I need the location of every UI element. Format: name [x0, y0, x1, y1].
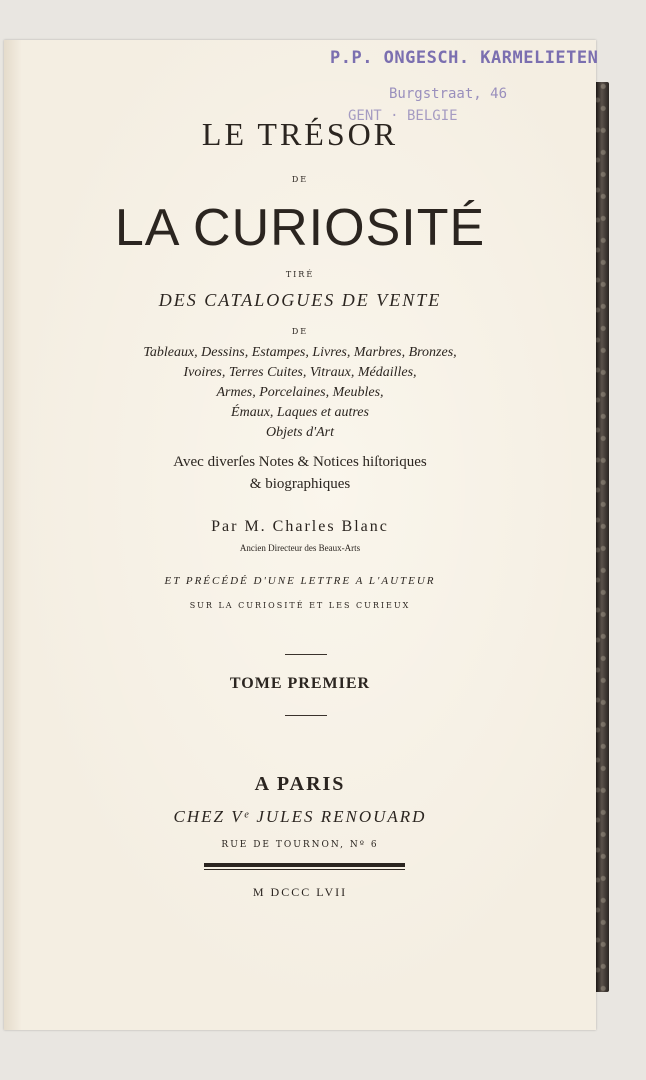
- title-line1: LE TRÉSOR: [201, 116, 399, 152]
- preface-line2: SUR LA CURIOSITÉ ET LES CURIEUX: [189, 601, 411, 610]
- title-tire: TIRÉ: [285, 270, 315, 279]
- library-stamp-line2: Burgstraat, 46: [389, 86, 508, 102]
- library-stamp-line3: GENT · BELGIE: [348, 108, 458, 124]
- preface-line1: ET PRÉCÉDÉ D'UNE LETTRE A L'AUTEUR: [164, 575, 436, 587]
- objects-line2: Ivoires, Terres Cuites, Vitraux, Médailles,: [183, 365, 417, 380]
- author-role: Ancien Directeur des Beaux-Arts: [239, 543, 361, 553]
- objects-line3: Armes, Porcelaines, Meubles,: [216, 385, 384, 400]
- title-page: [4, 40, 599, 1030]
- objects-line1: Tableaux, Dessins, Estampes, Livres, Marbres, Bronzes,: [143, 345, 457, 360]
- imprint-year: M DCCC LVII: [252, 885, 348, 899]
- title-de2: DE: [291, 327, 309, 336]
- subtitle: DES CATALOGUES DE VENTE: [158, 290, 442, 310]
- imprint-city: A PARIS: [254, 773, 346, 795]
- objects-line5: Objets d'Art: [266, 425, 334, 440]
- divider-top: [285, 654, 327, 655]
- imprint-address: RUE DE TOURNON, Nº 6: [221, 840, 379, 850]
- notes-line2: & biographiques: [249, 476, 351, 492]
- main-title: LA CURIOSITÉ: [114, 199, 486, 257]
- imprint-rule-thick: [204, 863, 405, 867]
- library-stamp-line1: P.P. ONGESCH. KARMELIETEN: [330, 48, 599, 68]
- divider-bottom: [285, 715, 327, 716]
- author-name: Par M. Charles Blanc: [211, 518, 389, 535]
- notes-line1: Avec diverſes Notes & Notices hiſtoriques: [173, 454, 427, 470]
- title-de1: DE: [291, 175, 309, 184]
- imprint-publisher: CHEZ Vᵉ JULES RENOUARD: [173, 807, 427, 826]
- objects-line4: Émaux, Laques et autres: [231, 405, 369, 420]
- volume-label: TOME PREMIER: [229, 675, 371, 692]
- imprint-rule-thin: [204, 869, 405, 870]
